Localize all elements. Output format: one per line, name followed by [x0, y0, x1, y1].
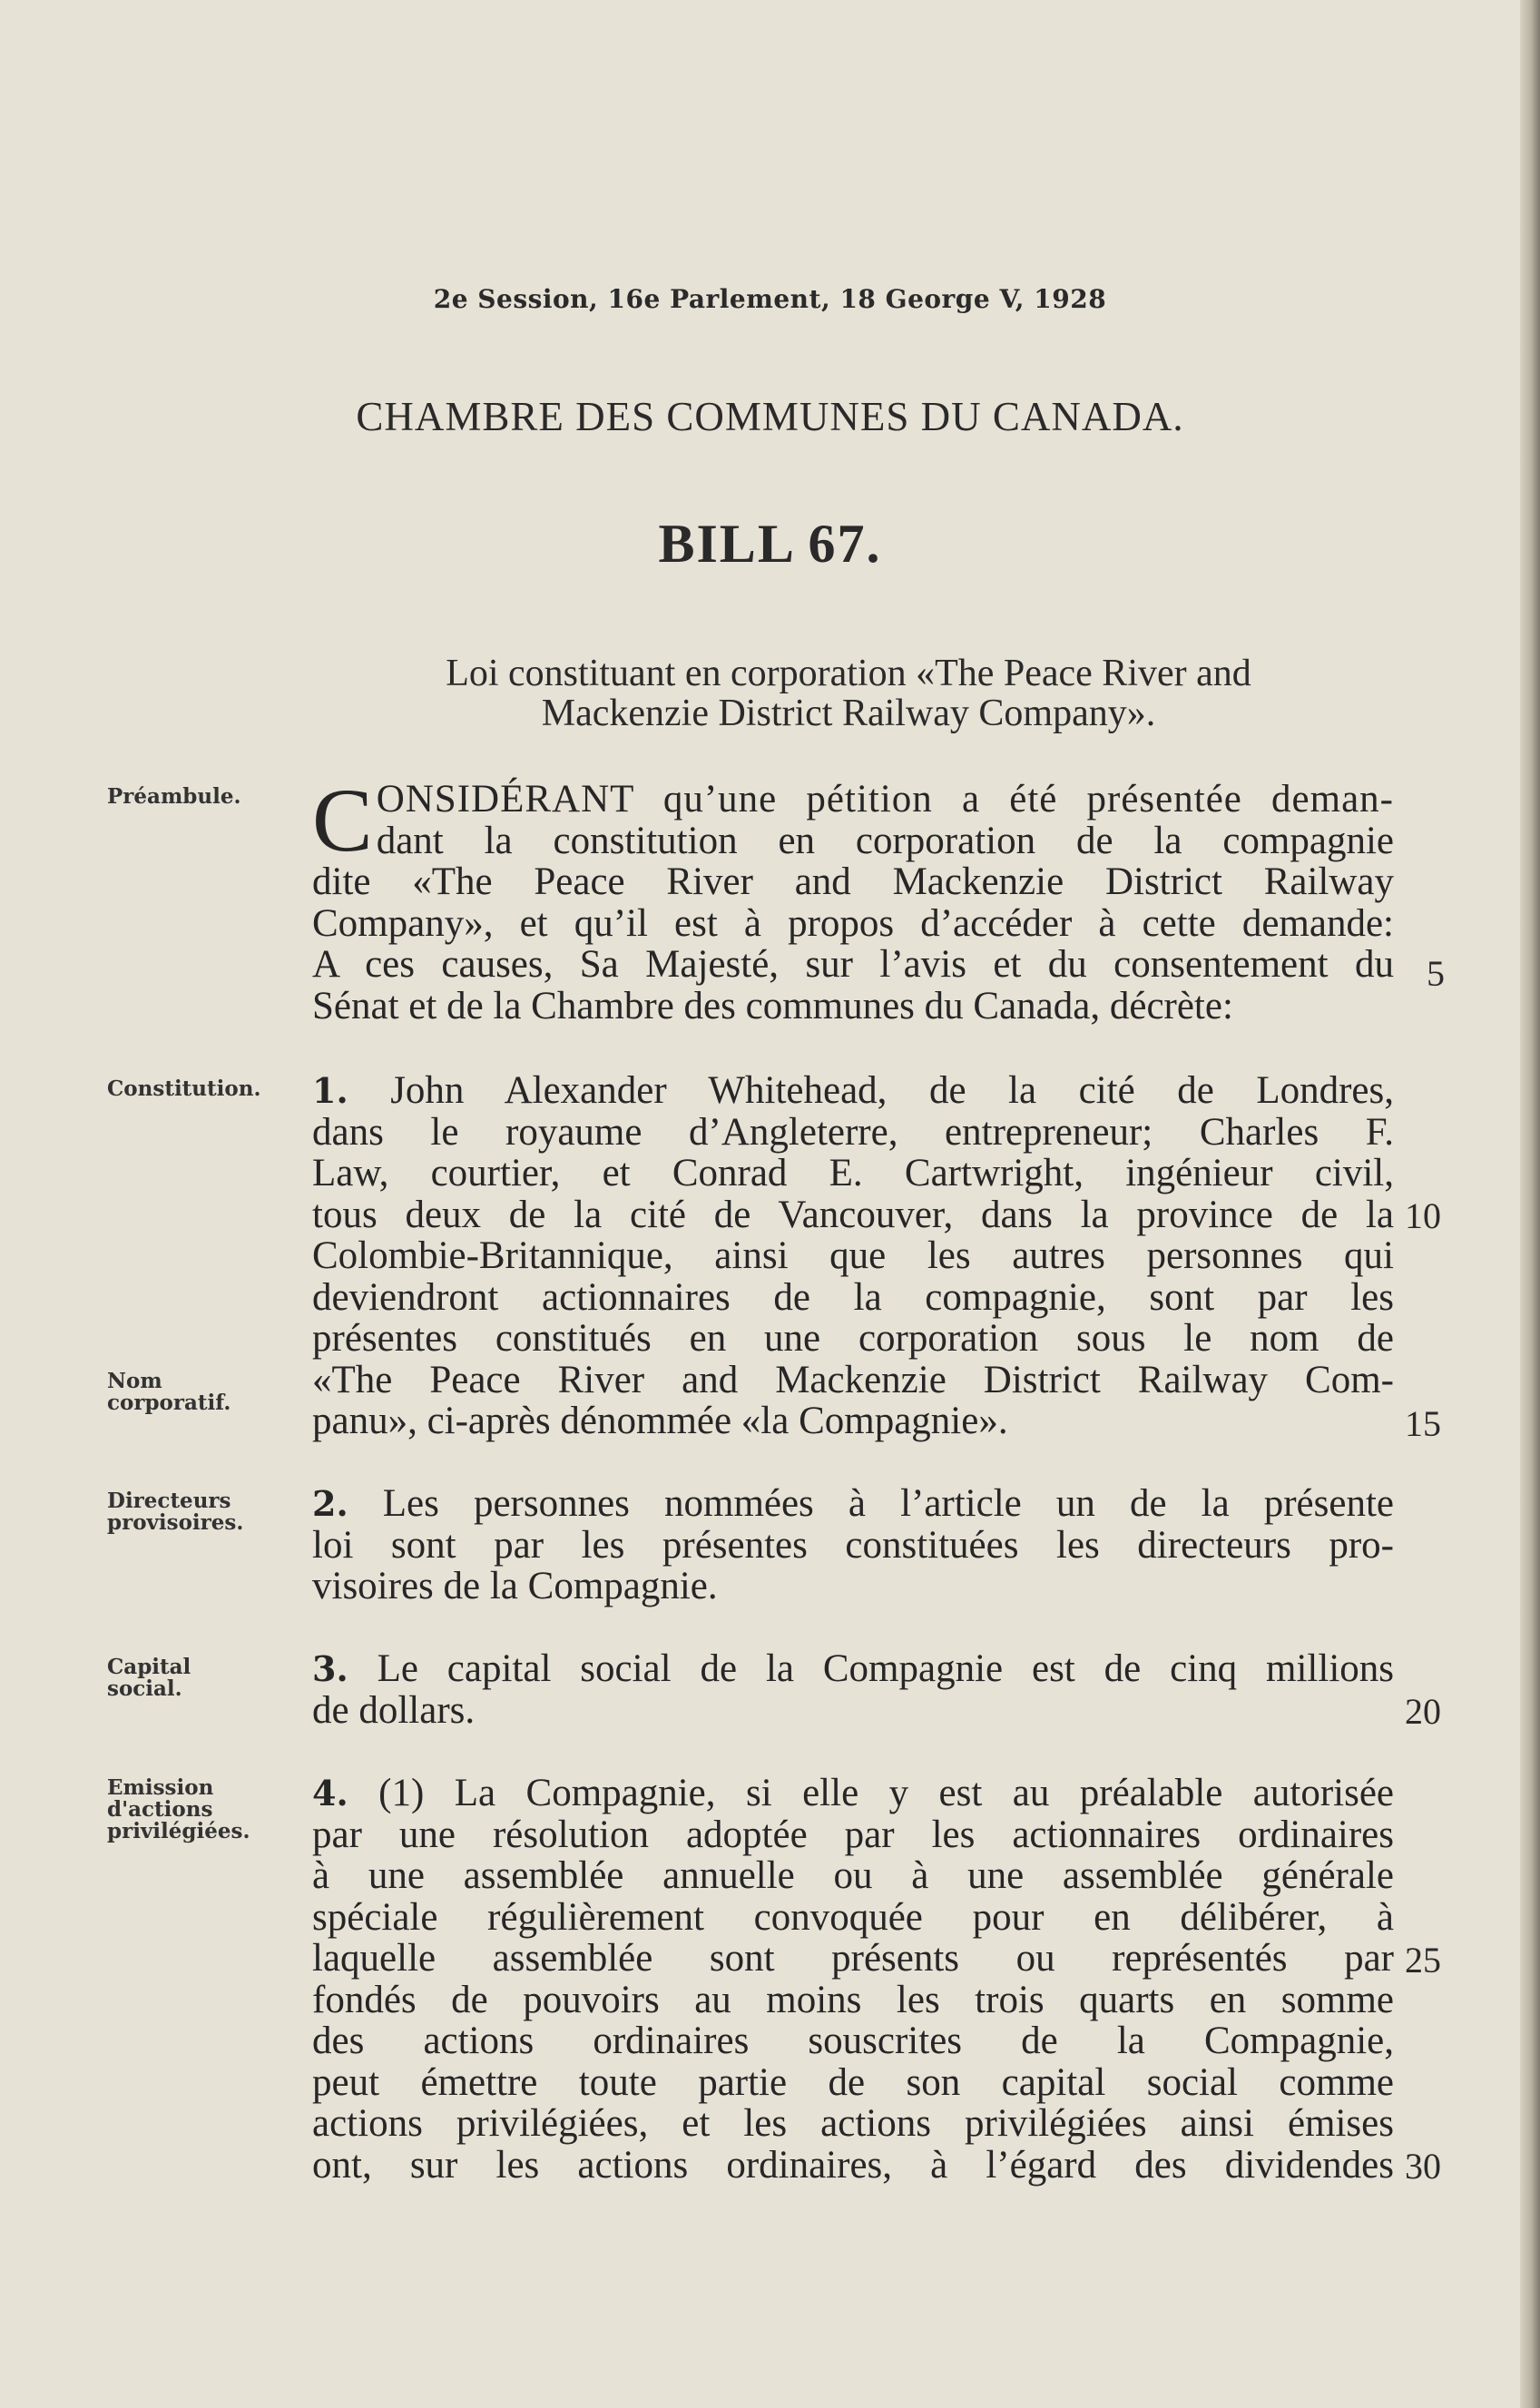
margin-note-constitution — [107, 1078, 298, 1100]
margin-note-text: Emission — [107, 1775, 214, 1800]
line-number: 25 — [1405, 1940, 1441, 1980]
margin-note-text: Directeurs — [107, 1489, 231, 1513]
bill-number: BILL 67. — [658, 514, 882, 574]
text-line — [312, 1070, 1394, 1112]
text-line: Colombie-Britannique, ainsi que les autres personnes qui — [312, 1234, 1394, 1277]
margin-note-nom-corporatif — [107, 1371, 298, 1414]
text-line: Law, courtier, et Conrad E. Cartwright, ingénieur civil, — [312, 1152, 1394, 1194]
text-line: Sénat et de la Chambre des communes du Canada, décrète: — [312, 984, 1233, 1027]
text-line-content: John Alexander Whitehead, de la cité de Londres, — [390, 1069, 1394, 1112]
margin-note-text: Préambule. — [107, 784, 241, 809]
margin-note-text: d'actions — [107, 1797, 213, 1822]
margin-note-capital — [107, 1656, 298, 1700]
line-number: 15 — [1405, 1403, 1441, 1444]
text-line: dite «The Peace River and Mackenzie District Railway — [312, 860, 1394, 903]
text-line: «The Peace River and Mackenzie District Railway Com- — [312, 1358, 1394, 1401]
margin-note-text: privilégiées. — [107, 1819, 250, 1843]
article-number: 2. — [312, 1483, 348, 1524]
text-line: dant la constitution en corporation de la compagnie — [376, 819, 1394, 862]
margin-note-text: social. — [107, 1676, 182, 1701]
margin-note-directeurs — [107, 1490, 298, 1534]
text-line: panu», ci-après dénommée «la Compagnie». — [312, 1400, 1008, 1442]
section-3 — [312, 1648, 1394, 1731]
drop-cap: C — [312, 770, 373, 870]
margin-note-text: corporatif. — [107, 1391, 231, 1415]
page-edge-shadow — [1520, 0, 1540, 2408]
text-line: actions privilégiées, et les actions privilégiées ainsi émises — [312, 2102, 1394, 2145]
bill-title — [313, 654, 1384, 733]
text-line: peut émettre toute partie de son capital social comme — [312, 2060, 1394, 2104]
text-line — [312, 1483, 1394, 1525]
margin-note-text: Capital — [107, 1655, 191, 1679]
bill-title-line: Loi constituant en corporation «The Peace River and — [446, 653, 1251, 694]
section-4 — [312, 1773, 1394, 2186]
article-number: 1. — [312, 1070, 348, 1111]
text-line: spéciale régulièrement convoquée pour en délibérer, à — [312, 1895, 1394, 1939]
text-line: visoires de la Compagnie. — [312, 1565, 718, 1607]
text-line-content: Les personnes nommées à l’article un de la présente — [382, 1482, 1394, 1525]
section-2 — [312, 1483, 1394, 1607]
text-line: loi sont par les présentes constituées les directeurs pro- — [312, 1523, 1394, 1567]
text-line: à une assemblée annuelle ou à une assemblée générale — [312, 1854, 1394, 1897]
text-line-content: (1) La Compagnie, si elle y est au préalable autorisée — [378, 1772, 1395, 1814]
margin-note-text: Constitution. — [107, 1076, 261, 1101]
article-number: 4. — [312, 1773, 348, 1813]
line-number: 5 — [1427, 953, 1445, 994]
text-line — [312, 779, 1394, 821]
text-line: par une résolution adoptée par les actionnaires ordinaires — [312, 1813, 1394, 1856]
text-line-content: ONSIDÉRANT qu’une pétition a été présentée deman- — [376, 778, 1394, 821]
line-number: 20 — [1405, 1691, 1441, 1732]
text-line: deviendront actionnaires de la compagnie, sont par les — [312, 1275, 1394, 1319]
text-line-content: Le capital social de la Compagnie est de cinq millions — [377, 1647, 1394, 1690]
line-number: 10 — [1405, 1195, 1441, 1236]
text-line: présentes constitués en une corporation sous le nom de — [312, 1317, 1394, 1360]
text-line: laquelle assemblée sont présents ou représentés par — [312, 1937, 1394, 1980]
margin-note-text: Nom — [107, 1369, 162, 1393]
margin-note-preamble — [107, 786, 298, 808]
text-line: dans le royaume d’Angleterre, entrepreneur; Charles F. — [312, 1110, 1394, 1154]
margin-note-emission — [107, 1777, 298, 1843]
bill-title-line: Mackenzie District Railway Company». — [541, 693, 1156, 734]
session-header: 2e Session, 16e Parlement, 18 George V, 1928 — [433, 284, 1107, 314]
text-line: ont, sur les actions ordinaires, à l’égard des dividendes — [312, 2143, 1394, 2187]
article-number: 3. — [312, 1648, 348, 1689]
text-line: fondés de pouvoirs au moins les trois quarts en somme — [312, 1978, 1394, 2021]
text-line: de dollars. — [312, 1688, 476, 1732]
section-1 — [312, 1070, 1394, 1442]
line-number: 30 — [1405, 2146, 1441, 2187]
text-line — [312, 1648, 1394, 1690]
text-line: A ces causes, Sa Majesté, sur l’avis et du consentement du — [312, 943, 1394, 986]
text-line: Company», et qu’il est à propos d’accéder à cette demande: — [312, 901, 1394, 945]
margin-note-text: provisoires. — [107, 1510, 244, 1535]
text-line — [312, 1773, 1394, 1814]
text-line: tous deux de la cité de Vancouver, dans la province de la — [312, 1193, 1394, 1236]
text-line: des actions ordinaires souscrites de la Compagnie, — [312, 2020, 1394, 2062]
preamble-paragraph — [312, 770, 1394, 1027]
chamber-heading: CHAMBRE DES COMMUNES DU CANADA. — [356, 394, 1184, 439]
